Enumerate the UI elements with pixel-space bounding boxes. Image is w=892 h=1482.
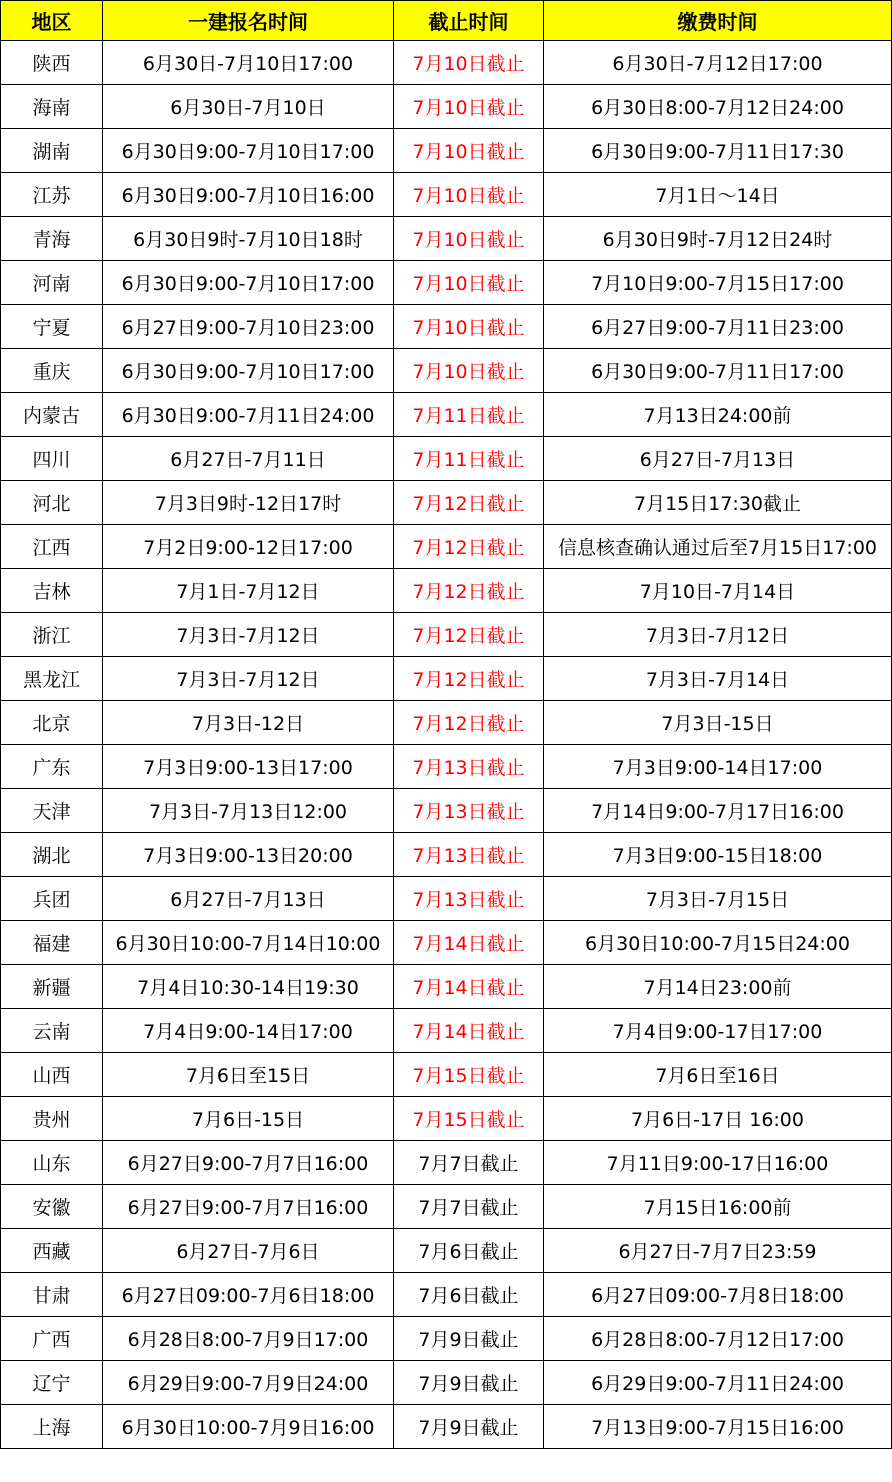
cell-registration-time: 6月30日9:00-7月10日16:00	[103, 173, 394, 217]
table-row	[1, 85, 892, 129]
table-row	[1, 41, 892, 85]
cell-payment-time: 7月3日-7月14日	[544, 657, 892, 701]
table-row	[1, 789, 892, 833]
cell-deadline: 7月12日截止	[394, 569, 544, 613]
cell-registration-time: 7月6日至15日	[103, 1053, 394, 1097]
cell-region: 广东	[1, 745, 103, 789]
cell-region: 天津	[1, 789, 103, 833]
cell-region: 广西	[1, 1317, 103, 1361]
cell-region: 西藏	[1, 1229, 103, 1273]
table-row	[1, 569, 892, 613]
cell-region: 内蒙古	[1, 393, 103, 437]
cell-payment-time: 7月6日-17日 16:00	[544, 1097, 892, 1141]
cell-registration-time: 6月30日-7月10日	[103, 85, 394, 129]
cell-region: 北京	[1, 701, 103, 745]
cell-deadline: 7月10日截止	[394, 173, 544, 217]
cell-payment-time: 7月3日-7月12日	[544, 613, 892, 657]
table-row	[1, 525, 892, 569]
cell-payment-time: 6月28日8:00-7月12日17:00	[544, 1317, 892, 1361]
table-row	[1, 1009, 892, 1053]
cell-region: 海南	[1, 85, 103, 129]
cell-registration-time: 6月27日09:00-7月6日18:00	[103, 1273, 394, 1317]
cell-deadline: 7月12日截止	[394, 481, 544, 525]
cell-region: 辽宁	[1, 1361, 103, 1405]
table-row	[1, 1361, 892, 1405]
cell-region: 云南	[1, 1009, 103, 1053]
cell-registration-time: 7月3日9:00-13日20:00	[103, 833, 394, 877]
cell-region: 上海	[1, 1405, 103, 1449]
table-row	[1, 1053, 892, 1097]
table-row	[1, 1141, 892, 1185]
cell-registration-time: 7月4日10:30-14日19:30	[103, 965, 394, 1009]
cell-registration-time: 7月3日9:00-13日17:00	[103, 745, 394, 789]
table-row	[1, 965, 892, 1009]
cell-deadline: 7月10日截止	[394, 261, 544, 305]
cell-deadline: 7月13日截止	[394, 789, 544, 833]
cell-region: 甘肃	[1, 1273, 103, 1317]
cell-deadline: 7月12日截止	[394, 701, 544, 745]
cell-payment-time: 7月14日23:00前	[544, 965, 892, 1009]
cell-payment-time: 7月13日9:00-7月15日16:00	[544, 1405, 892, 1449]
cell-payment-time: 6月30日-7月12日17:00	[544, 41, 892, 85]
cell-payment-time: 6月27日-7月13日	[544, 437, 892, 481]
cell-payment-time: 6月27日9:00-7月11日23:00	[544, 305, 892, 349]
cell-payment-time: 6月30日9时-7月12日24时	[544, 217, 892, 261]
table-header	[1, 1, 892, 41]
table-row	[1, 129, 892, 173]
table-row	[1, 1097, 892, 1141]
cell-registration-time: 6月27日9:00-7月7日16:00	[103, 1141, 394, 1185]
cell-payment-time: 7月10日9:00-7月15日17:00	[544, 261, 892, 305]
table-body	[1, 41, 892, 1449]
cell-registration-time: 7月4日9:00-14日17:00	[103, 1009, 394, 1053]
cell-deadline: 7月14日截止	[394, 965, 544, 1009]
cell-payment-time: 7月4日9:00-17日17:00	[544, 1009, 892, 1053]
cell-deadline: 7月11日截止	[394, 437, 544, 481]
cell-region: 湖北	[1, 833, 103, 877]
cell-registration-time: 6月27日-7月13日	[103, 877, 394, 921]
cell-region: 重庆	[1, 349, 103, 393]
cell-payment-time: 6月27日-7月7日23:59	[544, 1229, 892, 1273]
cell-registration-time: 7月3日-7月13日12:00	[103, 789, 394, 833]
cell-deadline: 7月14日截止	[394, 1009, 544, 1053]
header-region: 地区	[1, 1, 103, 41]
table-row	[1, 613, 892, 657]
cell-registration-time: 7月2日9:00-12日17:00	[103, 525, 394, 569]
cell-region: 四川	[1, 437, 103, 481]
cell-registration-time: 6月29日9:00-7月9日24:00	[103, 1361, 394, 1405]
cell-registration-time: 6月27日-7月11日	[103, 437, 394, 481]
cell-registration-time: 6月27日9:00-7月7日16:00	[103, 1185, 394, 1229]
cell-deadline: 7月11日截止	[394, 393, 544, 437]
cell-region: 兵团	[1, 877, 103, 921]
cell-registration-time: 6月30日9时-7月10日18时	[103, 217, 394, 261]
cell-deadline: 7月10日截止	[394, 217, 544, 261]
table-row	[1, 349, 892, 393]
cell-deadline: 7月6日截止	[394, 1273, 544, 1317]
cell-region: 河南	[1, 261, 103, 305]
header-registration-time: 一建报名时间	[103, 1, 394, 41]
table-row	[1, 173, 892, 217]
cell-registration-time: 6月30日10:00-7月14日10:00	[103, 921, 394, 965]
cell-deadline: 7月9日截止	[394, 1317, 544, 1361]
cell-region: 陕西	[1, 41, 103, 85]
cell-region: 山西	[1, 1053, 103, 1097]
cell-payment-time: 7月15日16:00前	[544, 1185, 892, 1229]
cell-deadline: 7月13日截止	[394, 833, 544, 877]
cell-payment-time: 7月15日17:30截止	[544, 481, 892, 525]
cell-deadline: 7月10日截止	[394, 349, 544, 393]
cell-registration-time: 6月30日9:00-7月10日17:00	[103, 129, 394, 173]
table-row	[1, 1229, 892, 1273]
cell-deadline: 7月7日截止	[394, 1141, 544, 1185]
cell-registration-time: 6月30日9:00-7月11日24:00	[103, 393, 394, 437]
cell-region: 浙江	[1, 613, 103, 657]
cell-region: 贵州	[1, 1097, 103, 1141]
cell-deadline: 7月12日截止	[394, 613, 544, 657]
table-row	[1, 877, 892, 921]
cell-region: 山东	[1, 1141, 103, 1185]
table-row	[1, 217, 892, 261]
cell-deadline: 7月6日截止	[394, 1229, 544, 1273]
cell-deadline: 7月13日截止	[394, 745, 544, 789]
cell-region: 新疆	[1, 965, 103, 1009]
cell-deadline: 7月13日截止	[394, 877, 544, 921]
cell-payment-time: 7月3日-7月15日	[544, 877, 892, 921]
cell-payment-time: 7月13日24:00前	[544, 393, 892, 437]
table-row	[1, 437, 892, 481]
table-row	[1, 305, 892, 349]
cell-deadline: 7月14日截止	[394, 921, 544, 965]
cell-region: 宁夏	[1, 305, 103, 349]
header-payment-time: 缴费时间	[544, 1, 892, 41]
cell-deadline: 7月9日截止	[394, 1405, 544, 1449]
table-row	[1, 701, 892, 745]
cell-payment-time: 信息核查确认通过后至7月15日17:00	[544, 525, 892, 569]
cell-payment-time: 6月30日8:00-7月12日24:00	[544, 85, 892, 129]
cell-region: 福建	[1, 921, 103, 965]
cell-deadline: 7月10日截止	[394, 41, 544, 85]
table-row	[1, 481, 892, 525]
cell-deadline: 7月9日截止	[394, 1361, 544, 1405]
cell-registration-time: 6月30日9:00-7月10日17:00	[103, 261, 394, 305]
table-row	[1, 833, 892, 877]
cell-deadline: 7月12日截止	[394, 657, 544, 701]
cell-registration-time: 6月30日-7月10日17:00	[103, 41, 394, 85]
table-row	[1, 921, 892, 965]
table-row	[1, 1185, 892, 1229]
table-row	[1, 261, 892, 305]
cell-payment-time: 6月30日9:00-7月11日17:30	[544, 129, 892, 173]
cell-registration-time: 7月1日-7月12日	[103, 569, 394, 613]
cell-payment-time: 7月1日～14日	[544, 173, 892, 217]
table-row	[1, 745, 892, 789]
cell-registration-time: 7月6日-15日	[103, 1097, 394, 1141]
table-row	[1, 1317, 892, 1361]
cell-deadline: 7月7日截止	[394, 1185, 544, 1229]
cell-deadline: 7月10日截止	[394, 85, 544, 129]
cell-deadline: 7月12日截止	[394, 525, 544, 569]
cell-registration-time: 6月27日-7月6日	[103, 1229, 394, 1273]
cell-deadline: 7月15日截止	[394, 1053, 544, 1097]
cell-payment-time: 7月6日至16日	[544, 1053, 892, 1097]
cell-registration-time: 7月3日9时-12日17时	[103, 481, 394, 525]
header-row	[1, 1, 892, 41]
cell-payment-time: 7月3日9:00-14日17:00	[544, 745, 892, 789]
cell-payment-time: 7月11日9:00-17日16:00	[544, 1141, 892, 1185]
cell-registration-time: 6月28日8:00-7月9日17:00	[103, 1317, 394, 1361]
table-row	[1, 657, 892, 701]
cell-payment-time: 7月3日-15日	[544, 701, 892, 745]
cell-registration-time: 7月3日-7月12日	[103, 613, 394, 657]
cell-deadline: 7月15日截止	[394, 1097, 544, 1141]
header-deadline: 截止时间	[394, 1, 544, 41]
cell-registration-time: 6月30日9:00-7月10日17:00	[103, 349, 394, 393]
cell-payment-time: 7月10日-7月14日	[544, 569, 892, 613]
cell-region: 湖南	[1, 129, 103, 173]
cell-registration-time: 6月27日9:00-7月10日23:00	[103, 305, 394, 349]
cell-region: 黑龙江	[1, 657, 103, 701]
table-row	[1, 1405, 892, 1449]
cell-payment-time: 6月27日09:00-7月8日18:00	[544, 1273, 892, 1317]
table-row	[1, 393, 892, 437]
cell-region: 河北	[1, 481, 103, 525]
cell-payment-time: 6月30日9:00-7月11日17:00	[544, 349, 892, 393]
cell-region: 安徽	[1, 1185, 103, 1229]
cell-payment-time: 6月30日10:00-7月15日24:00	[544, 921, 892, 965]
cell-payment-time: 7月14日9:00-7月17日16:00	[544, 789, 892, 833]
cell-region: 吉林	[1, 569, 103, 613]
cell-deadline: 7月10日截止	[394, 129, 544, 173]
cell-registration-time: 7月3日-12日	[103, 701, 394, 745]
cell-region: 江西	[1, 525, 103, 569]
cell-payment-time: 6月29日9:00-7月11日24:00	[544, 1361, 892, 1405]
cell-registration-time: 7月3日-7月12日	[103, 657, 394, 701]
cell-deadline: 7月10日截止	[394, 305, 544, 349]
cell-region: 江苏	[1, 173, 103, 217]
cell-region: 青海	[1, 217, 103, 261]
cell-registration-time: 6月30日10:00-7月9日16:00	[103, 1405, 394, 1449]
table-row	[1, 1273, 892, 1317]
cell-payment-time: 7月3日9:00-15日18:00	[544, 833, 892, 877]
